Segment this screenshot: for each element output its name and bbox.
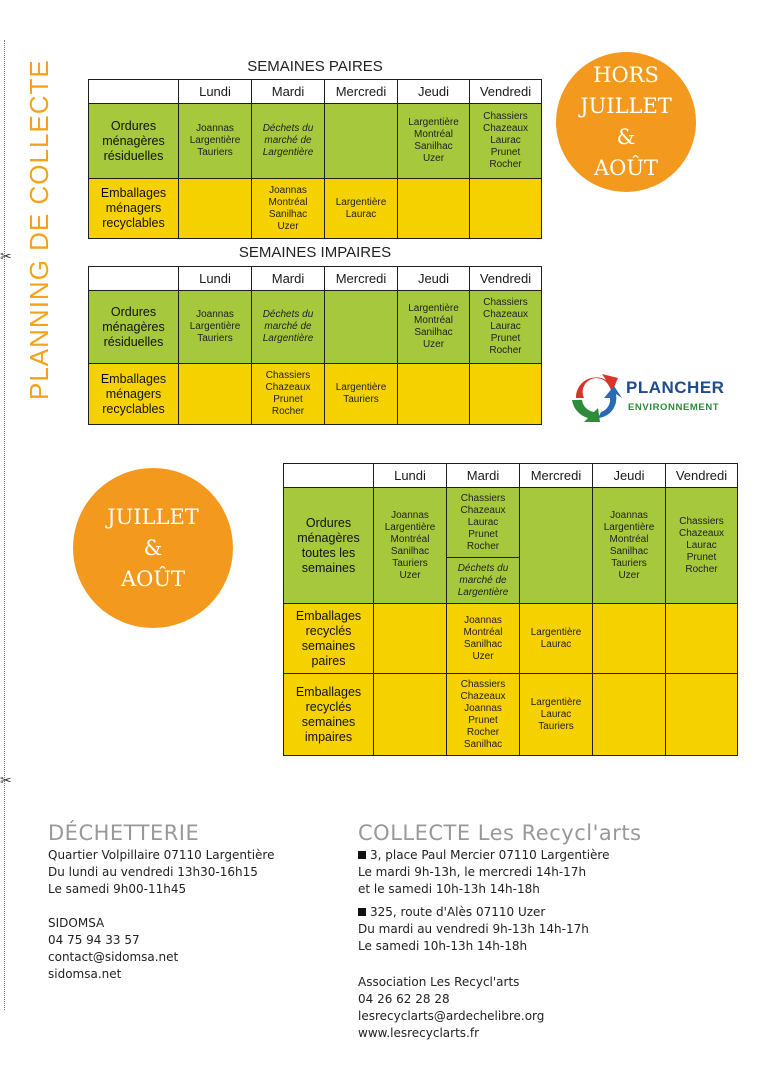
cell-impaires-mercredi: Largentière Laurac Tauriers xyxy=(520,674,593,756)
planning-title: PLANNING DE COLLECTE xyxy=(24,59,54,400)
sidomsa-phone: 04 75 94 33 57 xyxy=(48,933,140,947)
cell-emballages-mercredi: Largentière Laurac xyxy=(325,179,398,239)
cell-ordures-mardi: Déchets du marché de Largentière xyxy=(252,104,325,179)
bullet-icon xyxy=(358,851,366,859)
day-header-jeudi: Jeudi xyxy=(398,267,470,291)
juillet-aout-badge: JUILLET & AOÛT xyxy=(73,468,233,628)
site1-hours-saturday: et le samedi 10h-13h 14h-18h xyxy=(358,882,540,896)
hors-juillet-aout-badge: HORS JUILLET & AOÛT xyxy=(556,52,696,192)
day-header-vendredi: Vendredi xyxy=(470,80,542,104)
scissors-icon: ✂ xyxy=(0,773,12,789)
cell-impaires-vendredi xyxy=(666,674,738,756)
cell-emballages-vendredi xyxy=(470,179,542,239)
logo-subtitle: ENVIRONNEMENT xyxy=(628,402,720,413)
row-head-ordures: Ordures ménagères toutes les semaines xyxy=(284,488,374,604)
association-phone: 04 26 62 28 28 xyxy=(358,992,450,1006)
cell-emballages-jeudi xyxy=(398,179,470,239)
even-weeks-table xyxy=(88,79,542,239)
cell-impaires-mardi: Chassiers Chazeaux Joannas Prunet Rocher Sanilhac xyxy=(447,674,520,756)
cell-emballages-lundi xyxy=(179,364,252,425)
cell-paires-jeudi xyxy=(593,604,666,674)
row-head-emballages-paires: Emballages recyclés semaines paires xyxy=(284,604,374,674)
sidomsa-name: SIDOMSA xyxy=(48,916,105,930)
cell-ordures-vendredi: Chassiers Chazeaux Laurac Prunet Rocher xyxy=(470,104,542,179)
cell-ordures-lundi: Joannas Largentière Montréal Sanilhac Tauriers Uzer xyxy=(374,488,447,604)
day-header-vendredi: Vendredi xyxy=(666,464,738,488)
cell-impaires-lundi xyxy=(374,674,447,756)
cell-emballages-mardi: Chassiers Chazeaux Prunet Rocher xyxy=(252,364,325,425)
odd-weeks-caption: SEMAINES IMPAIRES xyxy=(238,244,392,261)
dechetterie-address: Quartier Volpillaire 07110 Largentière xyxy=(48,848,275,862)
dechetterie-info xyxy=(48,847,274,983)
day-header-mardi: Mardi xyxy=(252,267,325,291)
sidomsa-website[interactable]: sidomsa.net xyxy=(48,967,122,981)
cell-ordures-mardi: Déchets du marché de Largentière xyxy=(252,291,325,364)
cell-ordures-mardi-bottom: Déchets du marché de Largentière xyxy=(447,558,520,604)
corner-cell xyxy=(89,267,179,291)
cell-ordures-mercredi xyxy=(325,104,398,179)
cell-ordures-vendredi: Chassiers Chazeaux Laurac Prunet Rocher xyxy=(470,291,542,364)
cut-line xyxy=(4,40,5,1010)
cell-paires-mardi: Joannas Montréal Sanilhac Uzer xyxy=(447,604,520,674)
row-head-emballages-impaires: Emballages recyclés semaines impaires xyxy=(284,674,374,756)
site2-hours-saturday: Le samedi 10h-13h 14h-18h xyxy=(358,939,528,953)
cell-ordures-mercredi xyxy=(520,488,593,604)
summer-table xyxy=(283,463,738,756)
day-header-mardi: Mardi xyxy=(252,80,325,104)
cell-ordures-lundi: Joannas Largentière Tauriers xyxy=(179,104,252,179)
cell-ordures-jeudi: Largentière Montréal Sanilhac Uzer xyxy=(398,291,470,364)
cell-paires-mercredi: Largentière Laurac xyxy=(520,604,593,674)
association-email[interactable]: lesrecyclarts@ardechelibre.org xyxy=(358,1009,545,1023)
dechetterie-hours-saturday: Le samedi 9h00-11h45 xyxy=(48,882,187,896)
row-head-emballages: Emballages ménagers recyclables xyxy=(89,364,179,425)
cell-emballages-jeudi xyxy=(398,364,470,425)
cell-emballages-lundi xyxy=(179,179,252,239)
even-weeks-caption: SEMAINES PAIRES xyxy=(247,58,383,75)
cell-ordures-jeudi: Joannas Largentière Montréal Sanilhac Tauriers Uzer xyxy=(593,488,666,604)
day-header-lundi: Lundi xyxy=(179,80,252,104)
cell-emballages-mercredi: Largentière Tauriers xyxy=(325,364,398,425)
day-header-mardi: Mardi xyxy=(447,464,520,488)
site2-address: 325, route d'Alès 07110 Uzer xyxy=(358,904,609,921)
plancher-logo xyxy=(568,368,748,424)
association-website[interactable]: www.lesrecyclarts.fr xyxy=(358,1026,480,1040)
cell-impaires-jeudi xyxy=(593,674,666,756)
bullet-icon xyxy=(358,908,366,916)
dechetterie-hours-week: Du lundi au vendredi 13h30-16h15 xyxy=(48,865,258,879)
cell-emballages-vendredi xyxy=(470,364,542,425)
row-head-emballages: Emballages ménagers recyclables xyxy=(89,179,179,239)
day-header-vendredi: Vendredi xyxy=(470,267,542,291)
cell-ordures-lundi: Joannas Largentière Tauriers xyxy=(179,291,252,364)
sidomsa-email[interactable]: contact@sidomsa.net xyxy=(48,950,179,964)
association-name: Association Les Recycl'arts xyxy=(358,975,520,989)
row-head-ordures: Ordures ménagères résiduelles xyxy=(89,291,179,364)
cell-paires-vendredi xyxy=(666,604,738,674)
site1-address: 3, place Paul Mercier 07110 Largentière xyxy=(358,847,609,864)
corner-cell xyxy=(284,464,374,488)
cell-ordures-mercredi xyxy=(325,291,398,364)
odd-weeks-table xyxy=(88,266,542,425)
cell-ordures-jeudi: Largentière Montréal Sanilhac Uzer xyxy=(398,104,470,179)
day-header-lundi: Lundi xyxy=(179,267,252,291)
site1-hours: Le mardi 9h-13h, le mercredi 14h-17h xyxy=(358,865,587,879)
day-header-mercredi: Mercredi xyxy=(325,80,398,104)
scissors-icon: ✂ xyxy=(0,249,12,265)
dechetterie-title: DÉCHETTERIE xyxy=(48,821,200,845)
site2-hours: Du mardi au vendredi 9h-13h 14h-17h xyxy=(358,922,589,936)
recycle-arrows-icon xyxy=(568,368,624,424)
cell-paires-lundi xyxy=(374,604,447,674)
cell-ordures-mardi-top: Chassiers Chazeaux Laurac Prunet Rocher xyxy=(447,488,520,558)
cell-emballages-mardi: Joannas Montréal Sanilhac Uzer xyxy=(252,179,325,239)
day-header-jeudi: Jeudi xyxy=(398,80,470,104)
day-header-jeudi: Jeudi xyxy=(593,464,666,488)
row-head-ordures: Ordures ménagères résiduelles xyxy=(89,104,179,179)
day-header-mercredi: Mercredi xyxy=(520,464,593,488)
corner-cell xyxy=(89,80,179,104)
day-header-lundi: Lundi xyxy=(374,464,447,488)
collecte-info xyxy=(358,847,609,1042)
day-header-mercredi: Mercredi xyxy=(325,267,398,291)
collecte-title: COLLECTE Les Recycl'arts xyxy=(358,821,642,845)
cell-ordures-vendredi: Chassiers Chazeaux Laurac Prunet Rocher xyxy=(666,488,738,604)
logo-name: PLANCHER xyxy=(626,378,725,397)
